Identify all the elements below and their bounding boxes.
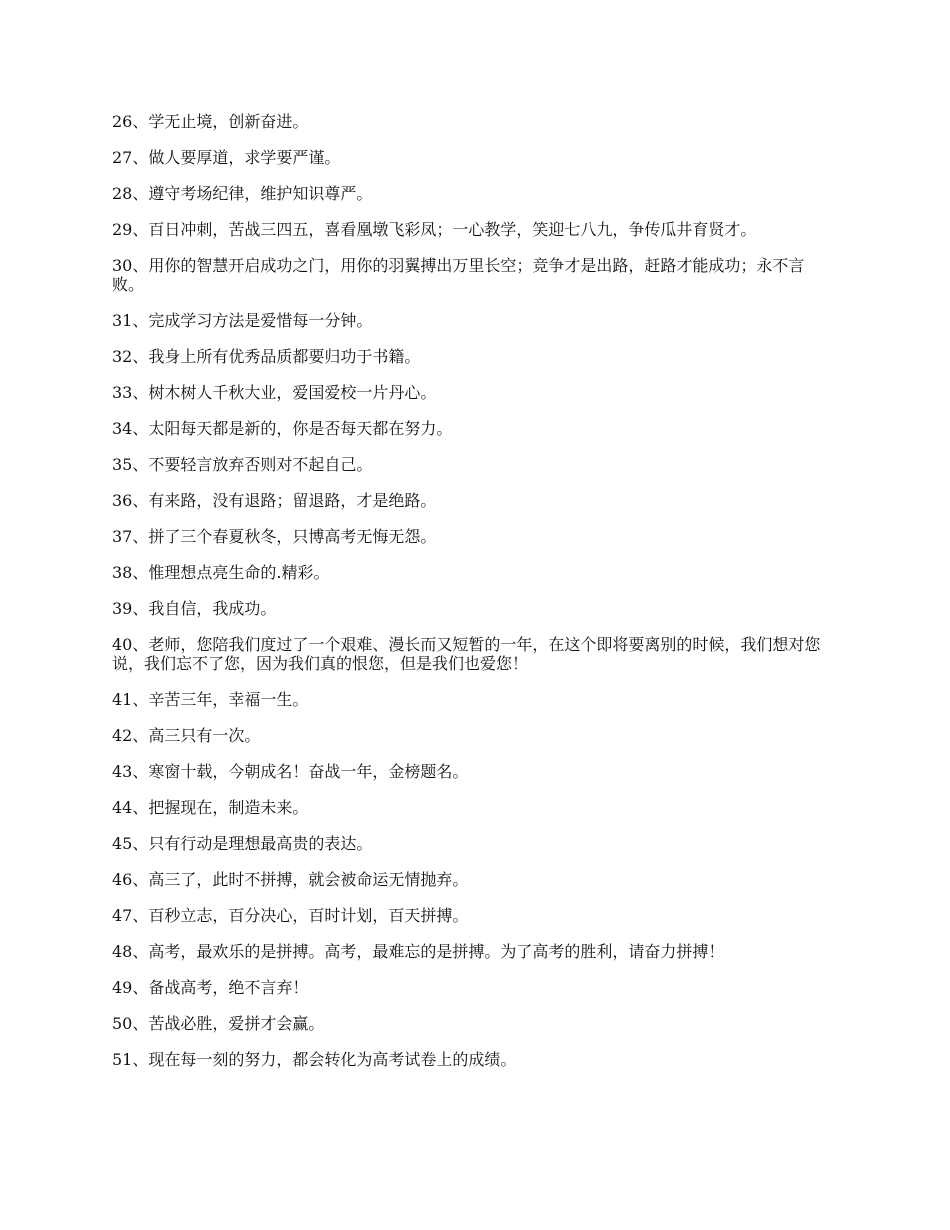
item-text: 高考，最欢乐的是拼搏。高考，最难忘的是拼搏。为了高考的胜利，请奋力拼搏！ [148, 942, 725, 961]
item-number: 43 [112, 762, 133, 781]
list-item [112, 347, 830, 366]
item-separator: 、 [132, 563, 149, 582]
item-text: 只有行动是理想最高贵的表达。 [148, 834, 373, 853]
item-text: 把握现在，制造未来。 [148, 798, 309, 817]
item-text: 学无止境，创新奋进。 [148, 112, 309, 131]
item-separator: 、 [132, 690, 149, 709]
list-item [112, 383, 830, 402]
item-separator: 、 [132, 906, 149, 925]
item-separator: 、 [132, 942, 149, 961]
item-number: 33 [112, 383, 133, 402]
item-text: 辛苦三年，幸福一生。 [148, 690, 309, 709]
item-number: 34 [112, 419, 133, 438]
item-separator: 、 [132, 311, 149, 330]
item-separator: 、 [132, 383, 149, 402]
item-separator: 、 [132, 762, 149, 781]
item-number: 26 [112, 112, 133, 131]
item-text: 百日冲刺，苦战三四五，喜看凰墩飞彩凤；一心教学，笑迎七八九，争传瓜井育贤才。 [148, 220, 757, 239]
item-number: 45 [112, 834, 133, 853]
list-item [112, 148, 830, 167]
list-item [112, 906, 830, 925]
list-item [112, 942, 830, 961]
item-number: 40 [112, 635, 133, 654]
list-item [112, 978, 830, 997]
item-number: 47 [112, 906, 133, 925]
list-item [112, 563, 830, 582]
item-number: 50 [112, 1014, 133, 1033]
list-item [112, 311, 830, 330]
list-item [112, 256, 830, 294]
slogan-list [112, 112, 830, 1086]
item-number: 30 [112, 256, 133, 275]
list-item [112, 184, 830, 203]
item-text: 惟理想点亮生命的.精彩。 [148, 563, 330, 582]
item-number: 38 [112, 563, 133, 582]
item-number: 37 [112, 527, 133, 546]
item-separator: 、 [132, 455, 149, 474]
item-number: 44 [112, 798, 133, 817]
item-text: 用你的智慧开启成功之门，用你的羽翼搏出万里长空；竞争才是出路，赶路才能成功；永不言败。 [112, 256, 805, 294]
item-text: 高三只有一次。 [148, 726, 261, 745]
item-number: 27 [112, 148, 133, 167]
item-number: 32 [112, 347, 133, 366]
item-text: 树木树人千秋大业，爱国爱校一片丹心。 [148, 383, 437, 402]
list-item [112, 870, 830, 889]
item-text: 老师，您陪我们度过了一个艰难、漫长而又短暂的一年，在这个即将要离别的时候，我们想对您说，我们忘不了您，因为我们真的恨您，但是我们也爱您！ [112, 635, 821, 673]
item-separator: 、 [132, 112, 149, 131]
item-text: 我身上所有优秀品质都要归功于书籍。 [148, 347, 421, 366]
item-text: 完成学习方法是爱惜每一分钟。 [148, 311, 373, 330]
item-separator: 、 [132, 491, 149, 510]
item-number: 46 [112, 870, 133, 889]
list-item [112, 599, 830, 618]
item-number: 36 [112, 491, 133, 510]
item-text: 高三了，此时不拼搏，就会被命运无情抛弃。 [148, 870, 469, 889]
item-separator: 、 [132, 527, 149, 546]
item-separator: 、 [132, 870, 149, 889]
item-number: 35 [112, 455, 133, 474]
list-item [112, 527, 830, 546]
item-number: 41 [112, 690, 133, 709]
list-item [112, 690, 830, 709]
item-text: 备战高考，绝不言弃！ [148, 978, 309, 997]
item-number: 49 [112, 978, 133, 997]
list-item [112, 834, 830, 853]
item-number: 29 [112, 220, 133, 239]
item-text: 太阳每天都是新的，你是否每天都在努力。 [148, 419, 453, 438]
item-text: 寒窗十载，今朝成名！奋战一年，金榜题名。 [148, 762, 469, 781]
item-number: 31 [112, 311, 133, 330]
item-text: 苦战必胜，爱拼才会赢。 [148, 1014, 325, 1033]
list-item [112, 1014, 830, 1033]
item-separator: 、 [132, 1050, 149, 1069]
item-separator: 、 [132, 978, 149, 997]
item-text: 遵守考场纪律，维护知识尊严。 [148, 184, 373, 203]
item-number: 51 [112, 1050, 133, 1069]
item-separator: 、 [132, 1014, 149, 1033]
item-text: 百秒立志，百分决心，百时计划，百天拼搏。 [148, 906, 469, 925]
item-separator: 、 [132, 726, 149, 745]
item-text: 做人要厚道，求学要严谨。 [148, 148, 341, 167]
item-text: 现在每一刻的努力，都会转化为高考试卷上的成绩。 [148, 1050, 517, 1069]
list-item [112, 1050, 830, 1069]
item-separator: 、 [132, 256, 149, 275]
item-number: 28 [112, 184, 133, 203]
item-separator: 、 [132, 798, 149, 817]
item-number: 42 [112, 726, 133, 745]
item-separator: 、 [132, 834, 149, 853]
item-separator: 、 [132, 347, 149, 366]
list-item [112, 798, 830, 817]
list-item [112, 762, 830, 781]
item-text: 拼了三个春夏秋冬，只博高考无悔无怨。 [148, 527, 437, 546]
list-item [112, 419, 830, 438]
item-separator: 、 [132, 635, 149, 654]
item-text: 不要轻言放弃否则对不起自己。 [148, 455, 373, 474]
list-item [112, 455, 830, 474]
list-item [112, 726, 830, 745]
item-text: 有来路，没有退路；留退路，才是绝路。 [148, 491, 437, 510]
list-item [112, 112, 830, 131]
list-item [112, 220, 830, 239]
item-separator: 、 [132, 148, 149, 167]
item-number: 48 [112, 942, 133, 961]
list-item [112, 491, 830, 510]
list-item [112, 635, 830, 673]
item-text: 我自信，我成功。 [148, 599, 277, 618]
item-separator: 、 [132, 599, 149, 618]
item-number: 39 [112, 599, 133, 618]
item-separator: 、 [132, 220, 149, 239]
item-separator: 、 [132, 184, 149, 203]
item-separator: 、 [132, 419, 149, 438]
